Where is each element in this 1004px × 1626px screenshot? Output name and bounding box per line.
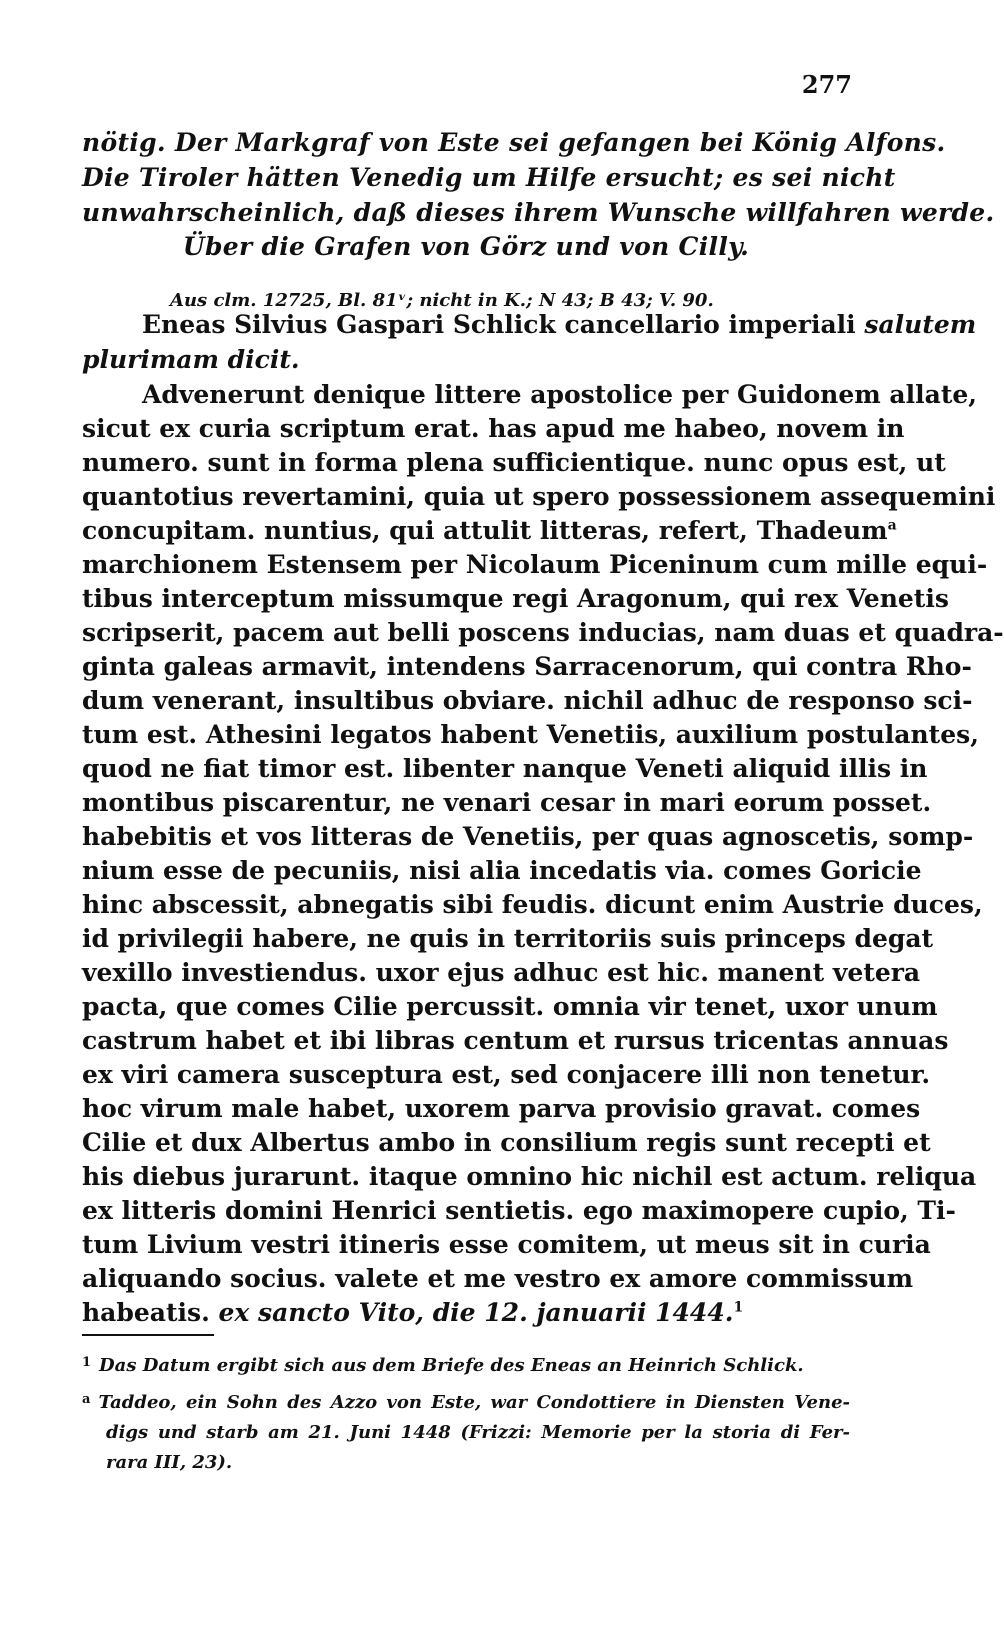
body-line: Cilie et dux Albertus ambo in consilium regis sunt recepti et xyxy=(82,1128,931,1157)
body-line: pacta, que comes Cilie percussit. omnia vir tenet, uxor unum xyxy=(82,992,938,1021)
summary-line: Über die Grafen von Görz und von Cilly. xyxy=(182,232,750,261)
body-line: scripserit, pacem aut belli poscens inducias, nam duas et quadra- xyxy=(82,618,1004,647)
closing-text: habeatis. xyxy=(82,1298,219,1327)
body-line: ex viri camera susceptura est, sed conjacere illi non tenetur. xyxy=(82,1060,931,1089)
body-line: tibus interceptum missumque regi Aragonum, qui rex Venetis xyxy=(82,584,949,613)
closing-line xyxy=(82,1298,850,1327)
body-line: tum est. Athesini legatos habent Venetiis, auxilium postulantes, xyxy=(82,720,979,749)
salutation-text: Eneas Silvius Gaspari Schlick cancellario imperiali xyxy=(142,310,865,339)
body-line: aliquando socius. valete et me vestro ex amore commissum xyxy=(82,1264,914,1293)
body-line xyxy=(82,516,897,545)
source-reference: Aus clm. 12725, Bl. 81ᵛ; nicht in K.; N 43; B 43; V. 90. xyxy=(170,290,714,311)
body-line: quod ne fiat timor est. libenter nanque Veneti aliquid illis in xyxy=(82,754,928,783)
body-line: vexillo investiendus. uxor ejus adhuc est hic. manent vetera xyxy=(82,958,921,987)
body-line: numero. sunt in forma plena sufficientique. nunc opus est, ut xyxy=(82,448,946,477)
body-line: quantotius revertamini, quia ut spero possessionem assequemini xyxy=(82,482,996,511)
body-line: his diebus jurarunt. itaque omnino hic nichil est actum. reliqua xyxy=(82,1162,977,1191)
salutation-line: plurimam dicit. xyxy=(82,345,300,374)
closing-date: ex sancto Vito, die 12. januarii 1444. xyxy=(218,1298,734,1327)
body-line: sicut ex curia scriptum erat. has apud me habeo, novem in xyxy=(82,414,905,443)
footnote-a-text: Taddeo, ein Sohn des Azzo von Este, war Condottiere in Diensten Vene- xyxy=(98,1392,850,1413)
footnote-1 xyxy=(82,1355,850,1376)
salutation-line xyxy=(82,310,977,339)
footnote-marker-a: a xyxy=(887,517,897,534)
footnote-divider xyxy=(82,1334,214,1336)
summary-line: nötig. Der Markgraf von Este sei gefangen bei König Alfons. xyxy=(82,128,946,157)
page-number: 277 xyxy=(801,70,852,99)
body-line: nium esse de pecuniis, nisi alia incedatis via. comes Goricie xyxy=(82,856,922,885)
body-line: castrum habet et ibi libras centum et rursus tricentas annuas xyxy=(82,1026,949,1055)
salutation-italic: salutem xyxy=(864,310,977,339)
summary-line: unwahrscheinlich, daß dieses ihrem Wunsche willfahren werde. xyxy=(82,198,995,227)
footnote-1-mark: 1 xyxy=(82,1355,92,1370)
body-line: dum venerant, insultibus obviare. nichil adhuc de responso sci- xyxy=(82,686,973,715)
footnote-a xyxy=(82,1392,850,1413)
body-line: tum Livium vestri itineris esse comitem, ut meus sit in curia xyxy=(82,1230,931,1259)
body-line: habebitis et vos litteras de Venetiis, per quas agnoscetis, somp- xyxy=(82,822,974,851)
body-line: ginta galeas armavit, intendens Sarracenorum, qui contra Rho- xyxy=(82,652,972,681)
body-line: hoc virum male habet, uxorem parva provisio gravat. comes xyxy=(82,1094,921,1123)
body-text: concupitam. nuntius, qui attulit litteras, refert, Thadeum xyxy=(82,516,888,545)
footnote-a-mark: a xyxy=(82,1392,91,1407)
summary-line: Die Tiroler hätten Venedig um Hilfe ersucht; es sei nicht xyxy=(82,163,896,192)
body-line: id privilegii habere, ne quis in territoriis suis princeps degat xyxy=(82,924,934,953)
body-line: montibus piscarentur, ne venari cesar in mari eorum posset. xyxy=(82,788,932,817)
footnote-1-text: Das Datum ergibt sich aus dem Briefe des Eneas an Heinrich Schlick. xyxy=(99,1355,804,1376)
body-line: Advenerunt denique littere apostolice per Guidonem allate, xyxy=(142,380,977,409)
footnote-a-line: rara III, 23). xyxy=(106,1452,233,1473)
footnote-a-line: digs und starb am 21. Juni 1448 (Frizzi: Memorie per la storia di Fer- xyxy=(106,1422,850,1443)
body-line: ex litteris domini Henrici sentietis. ego maximopere cupio, Ti- xyxy=(82,1196,956,1225)
body-line: hinc abscessit, abnegatis sibi feudis. dicunt enim Austrie duces, xyxy=(82,890,983,919)
body-line: marchionem Estensem per Nicolaum Piceninum cum mille equi- xyxy=(82,550,988,579)
footnote-marker-1: 1 xyxy=(733,1299,744,1316)
